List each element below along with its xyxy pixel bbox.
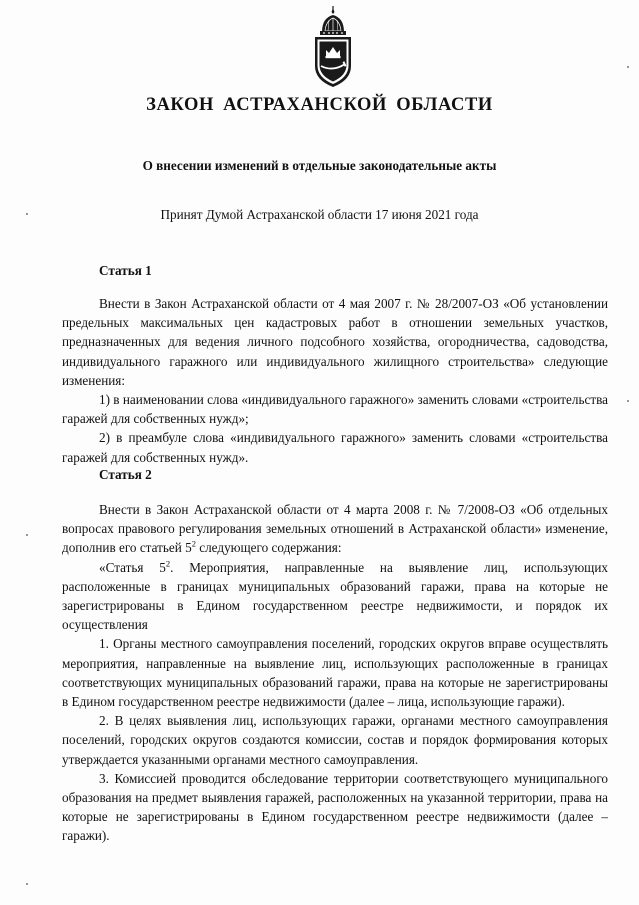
article-2-paragraph-1 bbox=[62, 500, 608, 558]
article-2-paragraph-2 bbox=[62, 558, 608, 635]
article-1-paragraph-2: 1) в наименовании слова «индивидуального гаражного» заменить словами «строительства гаражей для собственных нужд»; bbox=[62, 392, 608, 427]
scan-speck bbox=[26, 883, 28, 885]
law-title: ЗАКОН АСТРАХАНСКОЙ ОБЛАСТИ bbox=[146, 95, 493, 115]
astrakhan-coat-of-arms-icon bbox=[305, 6, 361, 90]
law-subtitle: О внесении изменений в отдельные законодательные акты bbox=[142, 158, 497, 173]
scan-speck bbox=[627, 400, 629, 402]
article-2-paragraph-1-superscript: 2 bbox=[191, 539, 196, 550]
article-2-paragraph-1-tail: следующего содержания: bbox=[195, 540, 342, 556]
article-2-paragraph-2-tail: . Мероприятия, направленные на выявление лиц, использующих расположенные в границах муниципальных образований гаражи, права на которые не зарегистрированы в Едином государственном реестре недвижимости, и порядок их осуществления bbox=[62, 559, 608, 633]
article-1-paragraph-1: Внести в Закон Астраханской области от 4 мая 2007 г. № 28/2007-ОЗ «Об установлении предельных максимальных цен кадастровых работ в отношении земельных участков, предназначенных для ведения личного подсобного хозяйства, огородничества, садоводства, индивидуального гаражного или индивидуального жилищного строительства» следующие изменения: bbox=[62, 296, 608, 388]
article-2-body bbox=[62, 500, 608, 846]
article-2-paragraph-5: 3. Комиссией проводится обследование территории соответствующего муниципального образования на предмет выявления гаражей, расположенных на указанной территории, права на которые не зарегистрированы в Едином государственном реестре недвижимости (далее – гаражи). bbox=[62, 770, 608, 844]
adoption-line: Принят Думой Астраханской области 17 июня 2021 года bbox=[160, 207, 479, 222]
article-1-body bbox=[62, 294, 608, 467]
article-2-paragraph-3: 1. Органы местного самоуправления поселений, городских округов вправе осуществлять мероприятия, направленные на выявление лиц, использующих расположенные в границах соответствующих муниципальных образований гаражи, права на которые не зарегистрированы в Едином государственном реестре недвижимости (далее – лица, использующие гаражи). bbox=[62, 636, 608, 710]
scan-speck bbox=[26, 534, 28, 536]
article-2-paragraph-4: 2. В целях выявления лиц, использующих гаражи, органами местного самоуправления поселений, городских округов создаются комиссии, состав и порядок формирования которых утверждается указанными органами местного самоуправления. bbox=[62, 713, 608, 767]
article-2-paragraph-2-superscript: 2 bbox=[165, 558, 171, 569]
article-1-heading: Статья 1 bbox=[99, 263, 152, 278]
article-1-paragraph-3: 2) в преамбуле слова «индивидуального гаражного» заменить словами «строительства гаражей для собственных нужд». bbox=[62, 430, 608, 465]
article-2-paragraph-2-text: «Статья 5 bbox=[99, 559, 166, 575]
article-2-heading: Статья 2 bbox=[99, 467, 152, 482]
article-2-paragraph-1-text: Внести в Закон Астраханской области от 4 марта 2008 г. № 7/2008-ОЗ «Об отдельных вопросах правового регулирования земельных отношений в Астраханской области» изменение, дополнив его статьей 5 bbox=[62, 502, 608, 556]
scan-speck bbox=[627, 66, 629, 68]
scan-speck bbox=[26, 213, 28, 215]
